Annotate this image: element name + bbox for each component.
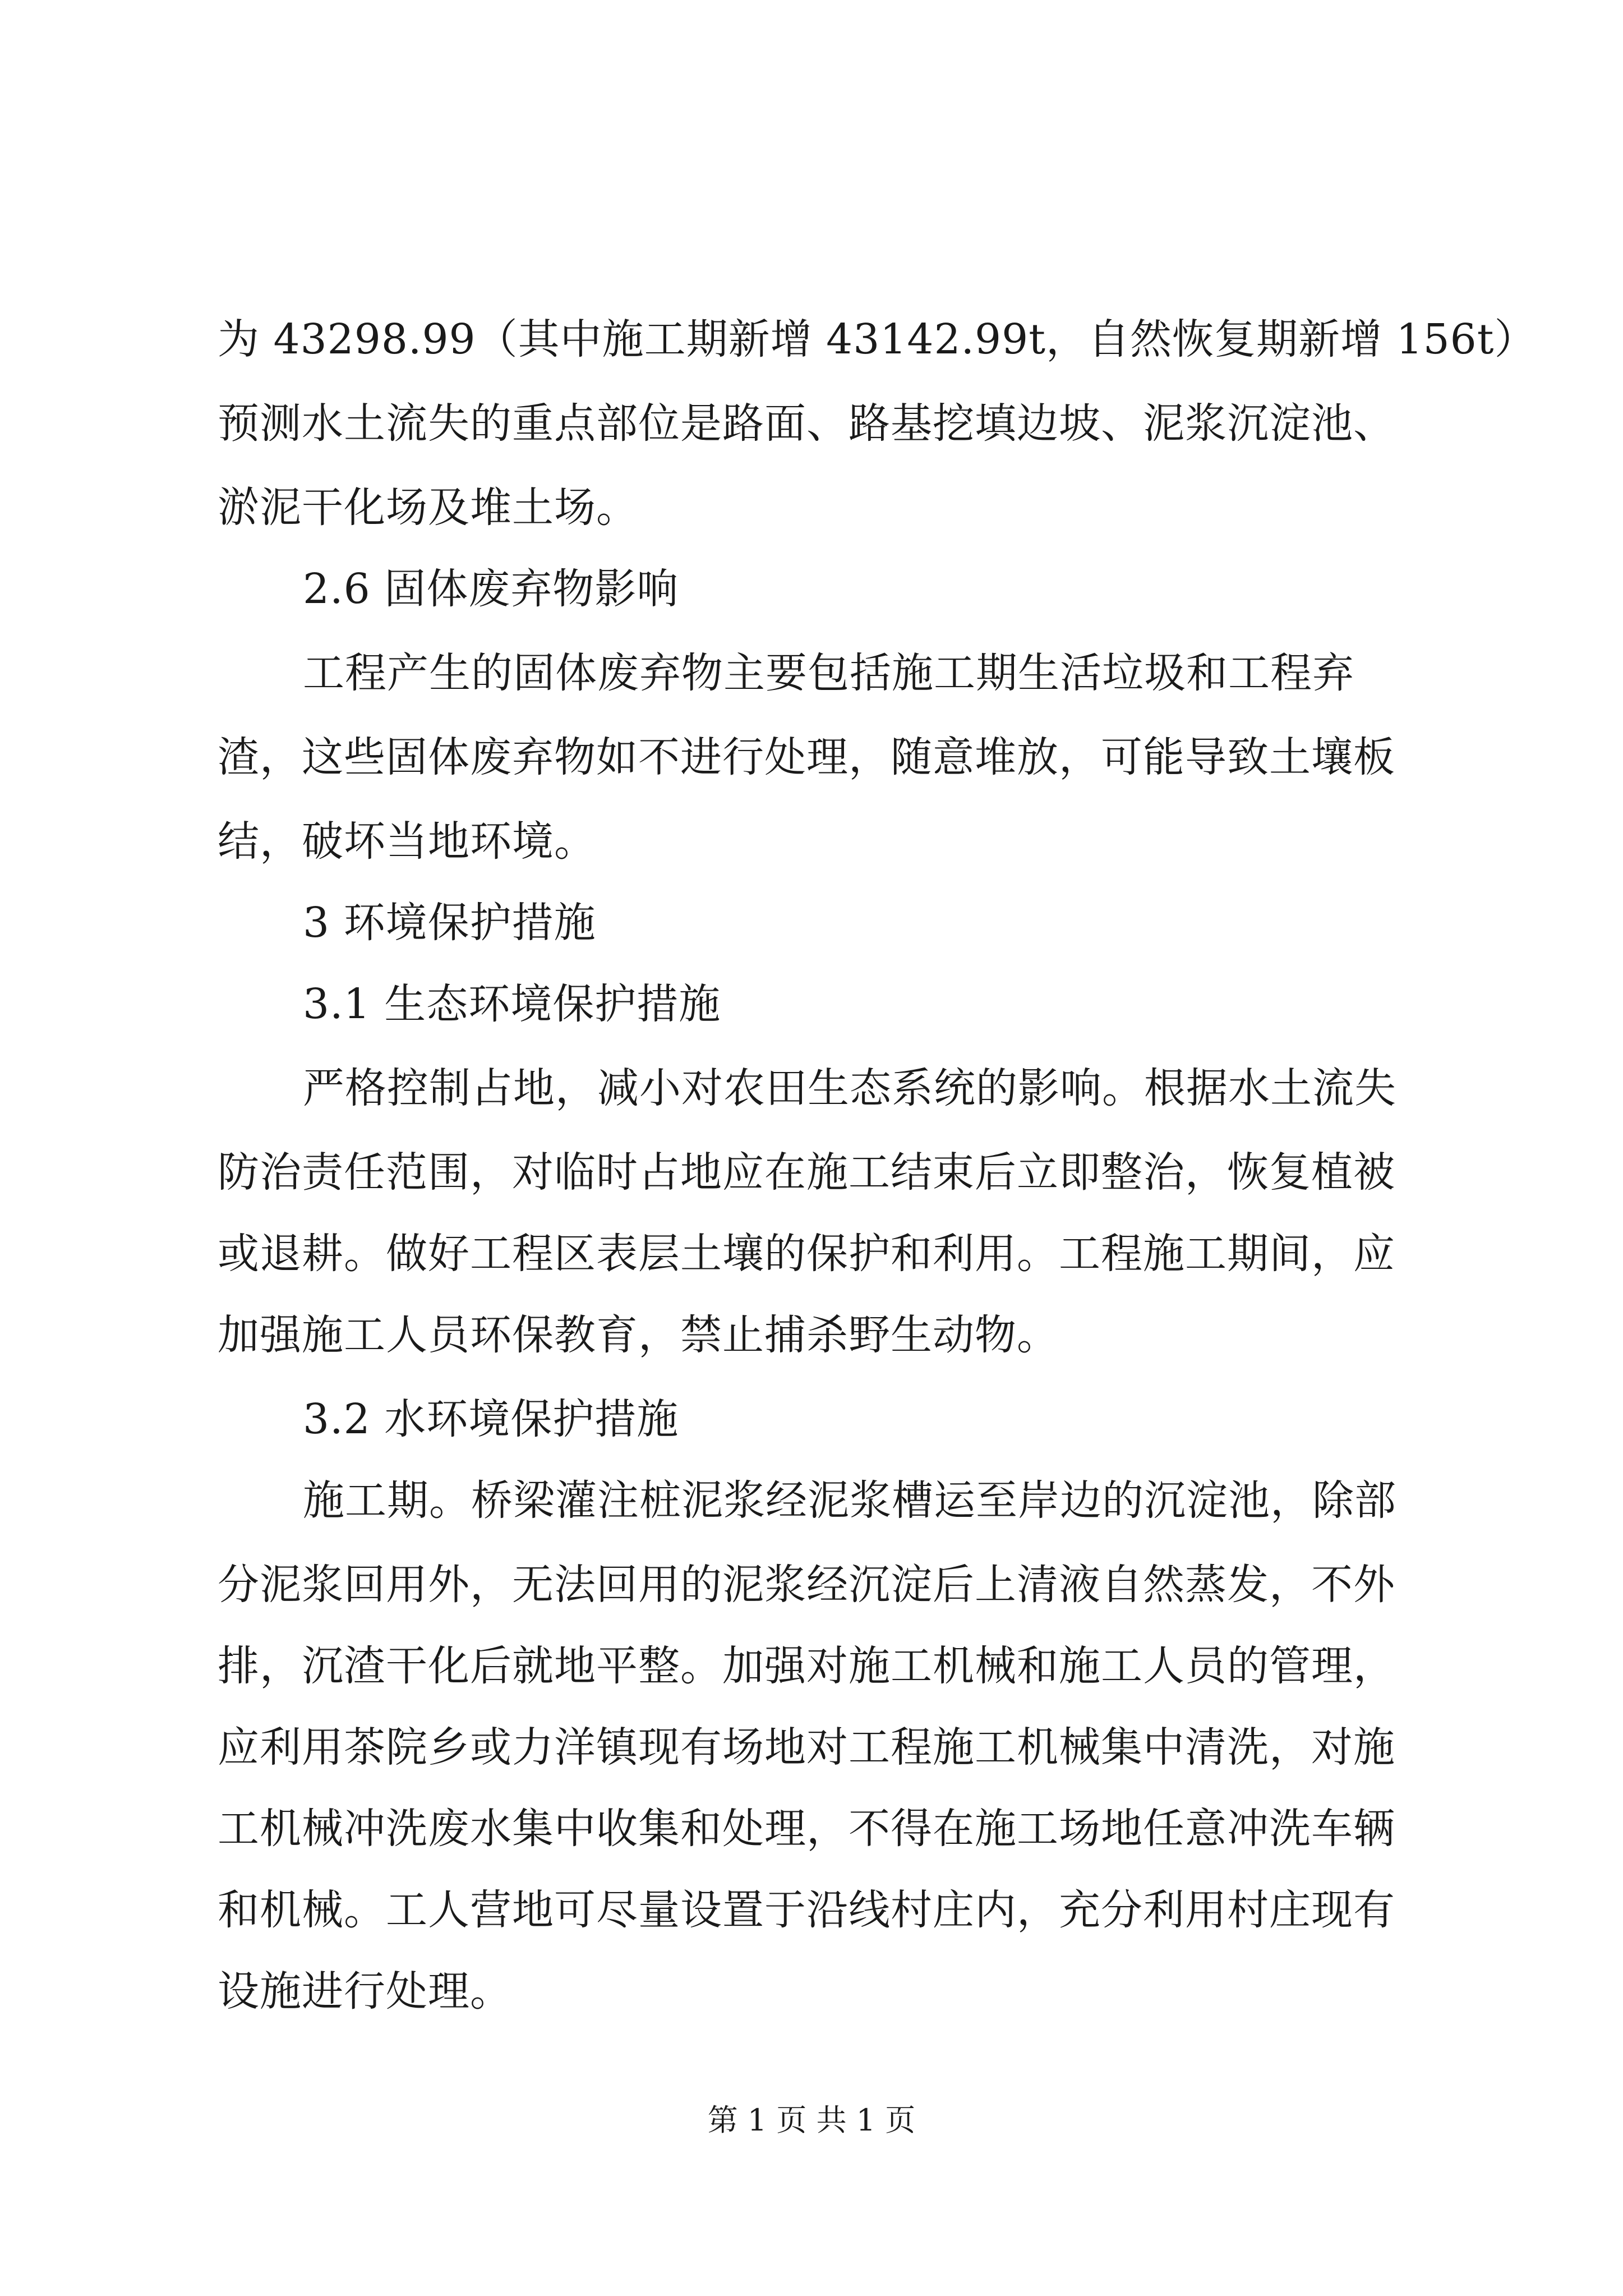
paragraph-line: 和机械。工人营地可尽量设置于沿线村庄内，充分利用村庄现有 bbox=[218, 1886, 1395, 1934]
paragraph-line: 排，沉渣干化后就地平整。加强对施工机械和施工人员的管理， bbox=[218, 1642, 1395, 1690]
section-heading-2-6: 2.6 固体废弃物影响 bbox=[303, 565, 679, 613]
section-heading-3-2: 3.2 水环境保护措施 bbox=[303, 1395, 679, 1443]
paragraph-line: 淤泥干化场及堆土场。 bbox=[218, 484, 638, 532]
section-heading-3: 3 环境保护措施 bbox=[303, 899, 596, 947]
paragraph-line: 工程产生的固体废弃物主要包括施工期生活垃圾和工程弃 bbox=[303, 649, 1354, 697]
section-heading-3-1: 3.1 生态环境保护措施 bbox=[303, 980, 721, 1028]
paragraph-line: 为 43298.99（其中施工期新增 43142.99t，自然恢复期新增 156t） bbox=[218, 315, 1537, 364]
paragraph-line: 应利用茶院乡或力洋镇现有场地对工程施工机械集中清洗，对施 bbox=[218, 1723, 1395, 1772]
paragraph-line: 防治责任范围，对临时占地应在施工结束后立即整治，恢复植被 bbox=[218, 1148, 1395, 1197]
paragraph-line: 预测水土流失的重点部位是路面、路基挖填边坡、泥浆沉淀池、 bbox=[218, 399, 1395, 448]
paragraph-line: 设施进行处理。 bbox=[218, 1967, 512, 2016]
paragraph-line: 渣，这些固体废弃物如不进行处理，随意堆放，可能导致土壤板 bbox=[218, 733, 1395, 781]
paragraph-line: 工机械冲洗废水集中收集和处理，不得在施工场地任意冲洗车辆 bbox=[218, 1805, 1395, 1853]
paragraph-line: 或退耕。做好工程区表层土壤的保护和利用。工程施工期间，应 bbox=[218, 1230, 1395, 1278]
paragraph-line: 施工期。桥梁灌注桩泥浆经泥浆槽运至岸边的沉淀池，除部 bbox=[303, 1476, 1396, 1525]
page-number-footer: 第 1 页 共 1 页 bbox=[707, 2102, 916, 2138]
paragraph-line: 分泥浆回用外，无法回用的泥浆经沉淀后上清液自然蒸发，不外 bbox=[218, 1561, 1395, 1609]
paragraph-line: 严格控制占地，减小对农田生态系统的影响。根据水土流失 bbox=[303, 1064, 1396, 1112]
paragraph-line: 加强施工人员环保教育，禁止捕杀野生动物。 bbox=[218, 1311, 1059, 1359]
paragraph-line: 结，破坏当地环境。 bbox=[218, 817, 596, 866]
